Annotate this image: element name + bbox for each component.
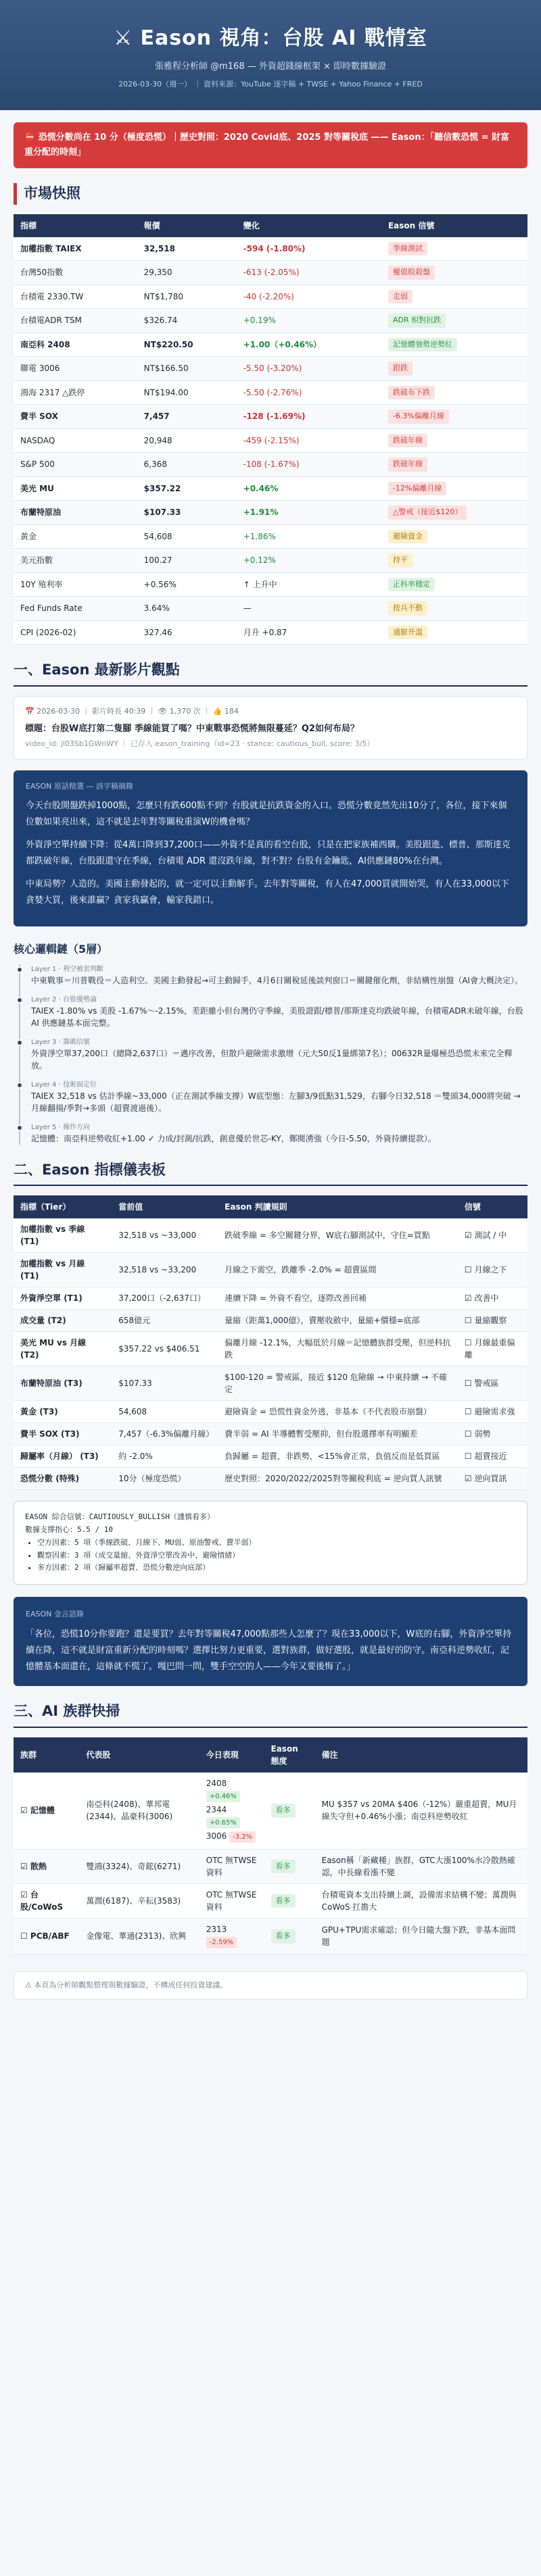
group-note: 台積電資本支出持續上調，設備需求結構不變；萬潤與CoWoS 扛擔大 — [315, 1883, 527, 1918]
market-signal-cell — [381, 284, 527, 309]
eason-quote-box — [14, 770, 527, 926]
signal-badge: 持平 — [388, 553, 413, 568]
market-row[interactable] — [14, 309, 527, 333]
indicator-signal: ☑ 測試 / 中 — [458, 1218, 527, 1253]
indicator-section — [14, 1160, 527, 1686]
indicator-tier: (T1) — [20, 1271, 39, 1281]
indicator-rule: $100-120 = 警戒區，接近 $120 危險線 → 中東持續 → 不確定 — [218, 1366, 458, 1401]
indicator-row[interactable] — [14, 1332, 527, 1366]
indicator-rule: 費半弱 = AI 半導體暫受壓抑，但台股選擇率有明顯差 — [218, 1423, 458, 1445]
market-name: 布蘭特原油 — [14, 501, 137, 525]
market-row[interactable] — [14, 332, 527, 357]
market-name: Fed Funds Rate — [14, 597, 137, 621]
market-signal-cell — [381, 620, 527, 645]
indicator-value: 32,518 vs ~33,000 — [112, 1218, 218, 1253]
indicator-value: 32,518 vs ~33,200 — [112, 1253, 218, 1287]
market-change: — — [237, 597, 381, 621]
market-row[interactable] — [14, 620, 527, 645]
market-row[interactable] — [14, 597, 527, 621]
market-signal-cell — [381, 428, 527, 453]
indicator-header-3: 信號 — [458, 1195, 527, 1218]
market-header-1: 報價 — [137, 214, 237, 237]
market-price: 54,608 — [137, 524, 237, 549]
signal-factor: • 觀察因素：3 項（成交量縮、外資淨空單改善中、避險情緒） — [37, 1550, 516, 1562]
group-attitude-cell — [264, 1773, 315, 1850]
market-table — [14, 214, 527, 645]
group-performance — [199, 1773, 264, 1850]
indicator-row[interactable] — [14, 1468, 527, 1490]
market-signal-cell — [381, 572, 527, 597]
market-row[interactable] — [14, 572, 527, 597]
logic-layer-text: 外資淨空單37,200口（總降2,637口）＝邁序改善，但散戶避險需求激增（元大50反1量綁第7名）；00632R量爆極恐恐慌未來完全釋放。 — [31, 1048, 513, 1070]
timeline-dot — [16, 997, 23, 1004]
logic-layer — [31, 1037, 527, 1072]
indicator-name-text: 歸屬率（月線） — [20, 1452, 78, 1462]
market-row[interactable] — [14, 428, 527, 453]
indicator-name-text: 黃金 — [20, 1407, 37, 1417]
ai-group-table — [14, 1737, 527, 1955]
eason-golden-quote — [14, 1597, 527, 1686]
signal-badge: 季線測試 — [388, 242, 427, 256]
perf-ticker: 2313 — [206, 1924, 227, 1934]
indicator-rule: 避險資金 = 恐慌性資金外逃，非基本（不代表股市崩盤） — [218, 1401, 458, 1423]
signal-factor: • 多方因素：2 項（歸屬率超賣、恐慌分數逆向底部） — [37, 1562, 516, 1575]
market-change: ↑ 上升中 — [237, 572, 381, 597]
signal-badge: 跌破布下跌 — [388, 386, 435, 400]
indicator-value: 7,457（-6.3%偏離月線） — [112, 1423, 218, 1445]
market-change: +0.12% — [237, 549, 381, 573]
market-change: +0.19% — [237, 309, 381, 333]
perf-tag: -3.2% — [229, 1831, 256, 1843]
market-price: NT$194.00 — [137, 380, 237, 405]
indicator-signal: ☑ 逆向買訊 — [458, 1468, 527, 1490]
indicator-signal: ☐ 弱勢 — [458, 1423, 527, 1445]
logic-layer — [31, 1122, 527, 1145]
signal-badge: 跌破年線 — [388, 434, 427, 448]
market-row[interactable] — [14, 237, 527, 261]
timeline-dot — [16, 1082, 23, 1089]
market-price: 7,457 — [137, 405, 237, 429]
indicator-name — [14, 1445, 112, 1468]
perf-tag: +0.65% — [206, 1817, 240, 1829]
group-attitude-cell — [264, 1849, 315, 1883]
indicator-signal: ☐ 超賣接近 — [458, 1445, 527, 1468]
indicator-name-text: 加權指數 vs 季線 — [20, 1224, 85, 1235]
market-signal-cell — [381, 476, 527, 501]
indicator-value: $357.22 vs $406.51 — [112, 1332, 218, 1366]
logic-layer-label: Layer 1 · 利空被套判斷 — [31, 965, 103, 973]
market-change: -108 (-1.67%) — [237, 453, 381, 477]
market-name: 美光 MU — [14, 476, 137, 501]
market-change: +0.46% — [237, 476, 381, 501]
indicator-name — [14, 1253, 112, 1287]
market-header-3: Eason 信號 — [381, 214, 527, 237]
indicator-name-text: 布蘭特原油 — [20, 1379, 62, 1389]
market-change: -613 (-2.05%) — [237, 261, 381, 285]
market-signal-cell — [381, 453, 527, 477]
perf-tag: -2.59% — [206, 1937, 237, 1948]
indicator-value: $107.33 — [112, 1366, 218, 1401]
group-performance — [199, 1918, 264, 1954]
page-meta: 2026-03-30（週一） ｜ 資料來源：YouTube 逐字稿 + TWSE + Yahoo Finance + FRED — [118, 79, 423, 89]
perf-line — [206, 1830, 258, 1844]
signal-badge: 通膨升溫 — [388, 626, 427, 640]
market-price: NT$220.50 — [137, 332, 237, 357]
indicator-value: 10分（極度恐慌） — [112, 1468, 218, 1490]
group-performance — [199, 1883, 264, 1918]
indicator-name — [14, 1310, 112, 1332]
indicator-rule: 跌破季線 = 多空關鍵分界，W底右腳測試中，守住=買點 — [218, 1218, 458, 1253]
market-signal-cell — [381, 309, 527, 333]
market-row[interactable] — [14, 501, 527, 525]
indicator-rule: 負歸屬 = 超賣，非跌勢，<15%會正常，負值反而是低買區 — [218, 1445, 458, 1468]
group-header-0: 族群 — [14, 1737, 79, 1773]
market-price: NT$166.50 — [137, 357, 237, 381]
perf-ticker: 2344 — [206, 1804, 227, 1814]
group-row[interactable] — [14, 1918, 527, 1954]
logic-layer — [31, 1080, 527, 1114]
perf-line — [206, 1854, 258, 1879]
perf-ticker: OTC 無TWSE資料 — [206, 1855, 257, 1877]
group-note: Eason稱「新藏種」族群，GTC大漲100%水冷散熱確認，中長線看漲不變 — [315, 1849, 527, 1883]
group-note: MU $357 vs 20MA $406（-12%）嚴重超賣，MU月線失守但+0.46%小漲；南亞科逆勢收紅 — [315, 1773, 527, 1850]
indicator-row[interactable] — [14, 1366, 527, 1401]
indicator-row[interactable] — [14, 1445, 527, 1468]
indicator-signal: ☐ 警戒區 — [458, 1366, 527, 1401]
logic-layer-text: TAIEX 32,518 vs 估計季線~33,000（正在測試季線支撐）W底型態：左腳3/9低點31,529，右腳今日32,518 ＝雙頭34,000將突破 → 月線翻揚/季對→多頭（超賣渡過後）。 — [31, 1091, 521, 1113]
group-stocks: 金像電、華通(2313)、欣興 — [79, 1918, 199, 1954]
market-price: $326.74 — [137, 309, 237, 333]
perf-line — [206, 1804, 258, 1830]
indicator-value: 約 -2.0% — [112, 1445, 218, 1468]
group-row[interactable] — [14, 1883, 527, 1918]
perf-line — [206, 1923, 258, 1950]
indicator-rule: 連續下降 = 外資不看空，逐際改善回補 — [218, 1287, 458, 1310]
market-signal-cell — [381, 332, 527, 357]
indicator-tier: (T3) — [37, 1407, 58, 1417]
group-attitude-badge: 看多 — [271, 1804, 296, 1818]
indicator-row[interactable] — [14, 1287, 527, 1310]
market-change: -40 (-2.20%) — [237, 284, 381, 309]
market-signal-cell — [381, 597, 527, 621]
video-id: video_id: jl03Sb1GWnWY ｜ 已存入 eason_training（id=23 · stance: cautious_bull, score: 3/5） — [25, 739, 375, 748]
indicator-header-0: 指標（Tier） — [14, 1195, 112, 1218]
indicator-rule: 量縮（距萬1,000億），賣壓收斂中，量縮+價穩=底部 — [218, 1310, 458, 1332]
market-name: CPI (2026-02) — [14, 620, 137, 645]
signal-factor: • 空方因素：5 項（季線跌破、月線下、MU弱、原油警戒、費半弱） — [37, 1537, 516, 1550]
logic-chain-title: 核心邏輯鏈（5層） — [14, 942, 108, 956]
video-section — [14, 660, 527, 1145]
signal-badge: 正科率穩定 — [388, 578, 435, 592]
market-change: -594 (-1.80%) — [237, 237, 381, 261]
group-header-3: Eason 態度 — [264, 1737, 315, 1773]
market-name: 鴻海 2317 △跌停 — [14, 380, 137, 405]
logic-layer-text: 記憶體：南亞科逆勢收紅+1.00 ✓ 力成/封測/抗跌，創意優於世芯-KY，鄭閱湧強（今日-5.50，外資持續提款）。 — [31, 1133, 436, 1143]
market-signal-cell — [381, 261, 527, 285]
market-row[interactable] — [14, 524, 527, 549]
indicator-name-text: 費半 SOX — [20, 1429, 58, 1439]
signal-badge: 走弱 — [388, 290, 413, 304]
indicator-value: 658億元 — [112, 1310, 218, 1332]
golden-quote-text: 「各位，恐慌10分你要跑？還是要買？去年對等關稅47,000點那些人怎麼了？現在33,000以下，W底的右腳，外資淨空單持續在降，這不就是財富重新分配的時刻嗎？選擇比努力更重要，選對族群，做好選股，就是最好的防守。南亞科逆勢收紅，記憶體基本面還在，這條就不慌了。嘎巴問一問，雙手空空的人——今年又要後悔了。」 — [26, 1629, 512, 1673]
market-signal-cell — [381, 237, 527, 261]
perf-ticker: 2408 — [206, 1778, 227, 1788]
signal-badge: 避險資金 — [388, 530, 427, 544]
signal-badge: 跟跌 — [388, 362, 413, 376]
indicator-rule: 歷史對照：2020/2022/2025對等關稅利底 = 逆向買人訊號 — [218, 1468, 458, 1490]
market-change: -5.50 (-2.76%) — [237, 380, 381, 405]
market-name: 費半 SOX — [14, 405, 137, 429]
group-header-4: 備注 — [315, 1737, 527, 1773]
market-price: 32,518 — [137, 237, 237, 261]
signal-badge: ADR 相對抗跌 — [388, 314, 446, 328]
indicator-row[interactable] — [14, 1218, 527, 1253]
market-signal-cell — [381, 405, 527, 429]
indicator-row[interactable] — [14, 1423, 527, 1445]
video-section-title: 一、Eason 最新影片觀點 — [14, 660, 527, 687]
market-change: 月升 +0.87 — [237, 620, 381, 645]
market-header-2: 變化 — [237, 214, 381, 237]
indicator-header-2: Eason 判讀規則 — [218, 1195, 458, 1218]
timeline-dot — [16, 1039, 23, 1046]
indicator-tier: (T3) — [57, 1429, 80, 1439]
market-price: 29,350 — [137, 261, 237, 285]
market-name: 10Y 殖利率 — [14, 572, 137, 597]
quote-paragraph-1: 今天台股開盤跌掉1000點，怎麼只有跌600點不到？台股就是抗跌資金的入口。恐慌分數竟然先出10分了，各位，接下來個位數如果亮出來，這不就是去年對等關稅重演W的機會嗎？ — [26, 800, 507, 827]
market-signal-cell — [381, 501, 527, 525]
group-attitude-badge: 看多 — [271, 1929, 296, 1943]
market-name: 台積電 2330.TW — [14, 284, 137, 309]
market-row[interactable] — [14, 357, 527, 381]
indicator-row[interactable] — [14, 1310, 527, 1332]
indicator-name-text: 恐慌分數 — [20, 1474, 53, 1484]
market-change: -459 (-2.15%) — [237, 428, 381, 453]
market-row[interactable] — [14, 549, 527, 573]
indicator-signal: ☐ 避險需求強 — [458, 1401, 527, 1423]
indicator-name — [14, 1401, 112, 1423]
market-change: +1.91% — [237, 501, 381, 525]
market-change: -5.50 (-3.20%) — [237, 357, 381, 381]
signal-line-2: 數據支撐指心：5.5 / 10 — [25, 1525, 113, 1535]
market-price: 327.46 — [137, 620, 237, 645]
video-meta: 📅 2026-03-30 ｜ 影片時長 40:39 ｜ 👁 1,370 次 ｜ 👍 184 — [25, 706, 239, 716]
indicator-signal: ☐ 月線之下 — [458, 1253, 527, 1287]
perf-ticker: OTC 無TWSE資料 — [206, 1889, 257, 1912]
market-signal-cell — [381, 549, 527, 573]
indicator-signal: ☐ 量縮觀察 — [458, 1310, 527, 1332]
indicator-table — [14, 1195, 527, 1490]
fear-alert-banner: ⛔ 恐慌分數尚在 10 分（極度恐慌）｜歷史對照：2020 Covid底、2025 對等關稅底 —— Eason：「聽信數恐慌 = 財富重分配的時刻」 — [14, 122, 527, 168]
market-row[interactable] — [14, 284, 527, 309]
indicator-value: 54,608 — [112, 1401, 218, 1423]
perf-ticker: 3006 — [206, 1831, 230, 1841]
quote-paragraph-2: 外資淨空單持續下降：從4萬口降到37,200口——外資不是真的看空台股，只是在把家族補西購。美股跟進、標普、那斯達克都跌破年線，台股跟還守在季線，台積電 ADR 還沒跌年線，對不對？台股有金鑰匙，AI供應鏈80%在台灣。 — [26, 839, 511, 866]
signal-badge: 跌破年線 — [388, 457, 427, 472]
logic-layer — [31, 995, 527, 1029]
signal-badge: -12%偏離月線 — [388, 482, 446, 496]
market-name: NASDAQ — [14, 428, 137, 453]
market-row[interactable] — [14, 476, 527, 501]
indicator-rule: 月線之下需空，跌離季 -2.0% = 超賣區間 — [218, 1253, 458, 1287]
indicator-name-text: 外資淨空單 — [20, 1293, 62, 1304]
market-header-0: 指標 — [14, 214, 137, 237]
golden-quote-label: EASON 金言語錄 — [26, 1609, 84, 1618]
market-change: +1.86% — [237, 524, 381, 549]
logic-layer-label: Layer 5 · 操作方向 — [31, 1123, 90, 1131]
market-row[interactable] — [14, 405, 527, 429]
signal-badge: 按兵不動 — [388, 601, 427, 616]
signal-badge: 記憶體強勢逆勢紅 — [388, 338, 457, 352]
group-attitude-cell — [264, 1883, 315, 1918]
group-attitude-badge: 看多 — [271, 1860, 296, 1874]
perf-line — [206, 1777, 258, 1804]
group-row[interactable] — [14, 1849, 527, 1883]
market-change: +1.00（+0.46%） — [237, 332, 381, 357]
group-row[interactable] — [14, 1773, 527, 1850]
market-snapshot-section — [14, 183, 527, 645]
page-title: ⚔ Eason 視角：台股 AI 戰情室 — [114, 26, 427, 50]
signal-badge: △警戒（接近$120） — [388, 505, 467, 520]
market-row[interactable] — [14, 261, 527, 285]
group-attitude-badge: 看多 — [271, 1894, 296, 1908]
ai-group-section-title: 三、AI 族群快掃 — [14, 1701, 527, 1728]
market-signal-cell — [381, 380, 527, 405]
group-stocks: 南亞科(2408)、華邦電(2344)、晶豪科(3006) — [79, 1773, 199, 1850]
indicator-name — [14, 1366, 112, 1401]
perf-line — [206, 1889, 258, 1913]
market-price: 20,948 — [137, 428, 237, 453]
logic-layer — [31, 964, 527, 987]
group-header-2: 今日表現 — [199, 1737, 264, 1773]
market-price: $107.33 — [137, 501, 237, 525]
video-title[interactable]: 標題：台股W底打第二隻腳 季線能買了嗎？中東戰事恐慌將無限蔓延？Q2如何布局？ — [25, 724, 359, 735]
market-name: 聯電 3006 — [14, 357, 137, 381]
indicator-header-1: 當前值 — [112, 1195, 218, 1218]
indicator-name — [14, 1218, 112, 1253]
market-price: $357.22 — [137, 476, 237, 501]
perf-tag: +0.46% — [206, 1791, 240, 1802]
market-name: 台灣50指數 — [14, 261, 137, 285]
indicator-tier: (T3) — [61, 1379, 83, 1389]
video-card[interactable] — [14, 696, 527, 760]
market-snapshot-title: 市場快照 — [14, 183, 527, 205]
indicator-signal: ☑ 改善中 — [458, 1287, 527, 1310]
indicator-row[interactable] — [14, 1401, 527, 1423]
market-name: 美元指數 — [14, 549, 137, 573]
indicator-section-title: 二、Eason 指標儀表板 — [14, 1160, 527, 1187]
logic-layer-label: Layer 2 · 台股優勢論 — [31, 995, 97, 1004]
group-note: GPU+TPU需求確認；但今日隨大盤下跌，非基本面問題 — [315, 1918, 527, 1954]
group-performance — [199, 1849, 264, 1883]
logic-timeline — [19, 964, 527, 1145]
group-header-1: 代表股 — [79, 1737, 199, 1773]
group-name: ☑ 散熱 — [14, 1849, 79, 1883]
market-signal-cell — [381, 524, 527, 549]
timeline-dot — [16, 1124, 23, 1131]
logic-layer-text: TAIEX -1.80% vs 美股 -1.67%～-2.15%，差距雖小但台灣仍守季線，美股證跟/標普/那斯達克均跌破年線，台積電ADR未破年線，台股 AI 供應鏈基本面完整。 — [31, 1006, 523, 1028]
market-name: 台積電ADR TSM — [14, 309, 137, 333]
group-name: ☐ PCB/ABF — [14, 1918, 79, 1954]
indicator-tier: (特殊) — [53, 1474, 80, 1484]
indicator-name-text: 美光 MU vs 月線 — [20, 1338, 87, 1348]
quote-paragraph-3: 中東局勢？人造的。美國主動發起的，就一定可以主動解手。去年對等關稅，有人在47,000買就開始哭，有人在33,000以下貪婪大買，後來誰贏？貪家我贏會，輸家我錯口。 — [26, 878, 509, 906]
signal-badge: -6.3%偏離月線 — [388, 410, 449, 424]
indicator-name-text: 成交量 — [20, 1316, 45, 1326]
indicator-name — [14, 1332, 112, 1366]
market-name: 黃金 — [14, 524, 137, 549]
market-name: 南亞科 2408 — [14, 332, 137, 357]
timeline-dot — [16, 966, 23, 973]
market-signal-cell — [381, 357, 527, 381]
group-stocks: 雙鴻(3324)、奇鋐(6271) — [79, 1849, 199, 1883]
indicator-rule: 偏離月線 -12.1%，大幅低於月線＝記憶體族群受壓，但逆科抗跌 — [218, 1332, 458, 1366]
logic-layer-label: Layer 3 · 籌碼信號 — [31, 1038, 90, 1046]
logic-layer-label: Layer 4 · 技術面定位 — [31, 1081, 97, 1089]
indicator-row[interactable] — [14, 1253, 527, 1287]
indicator-value: 37,200口（-2,637口） — [112, 1287, 218, 1310]
logic-layer-text: 中東戰事＝川普戰役＝人造利空。美國主動發起→可主動歸手，4月6日關稅延後談判窗口＝關鍵催化劑，非結構性崩盤（AI會大概決定）。 — [31, 975, 523, 985]
indicator-tier: (T2) — [45, 1316, 66, 1326]
composite-signal-box — [14, 1501, 527, 1584]
quote-label: EASON 原話精選 — 該字稿摘錄 — [26, 782, 133, 791]
market-price: NT$1,780 — [137, 284, 237, 309]
group-stocks: 萬潤(6187)、辛耘(3583) — [79, 1883, 199, 1918]
market-price: 100.27 — [137, 549, 237, 573]
signal-line-1: EASON 綜合信號：CAUTIOUSLY_BULLISH（謹慎看多） — [25, 1512, 214, 1522]
indicator-signal: ☐ 月線最重偏離 — [458, 1332, 527, 1366]
indicator-tier: (T1) — [61, 1293, 83, 1304]
disclaimer: ⚠ 本頁為分析師觀點整理與數據驗證，不構成任何投資建議。 — [14, 1971, 527, 2000]
group-attitude-cell — [264, 1918, 315, 1954]
page-header — [0, 0, 541, 110]
indicator-tier: (T2) — [20, 1350, 39, 1360]
market-row[interactable] — [14, 380, 527, 405]
indicator-tier: (T3) — [77, 1452, 99, 1462]
indicator-name — [14, 1423, 112, 1445]
market-price: 6,368 — [137, 453, 237, 477]
indicator-name — [14, 1468, 112, 1490]
market-price: 3.64% — [137, 597, 237, 621]
ai-group-section — [14, 1701, 527, 1955]
signal-badge: 權值股殺盤 — [388, 266, 435, 280]
market-change: -128 (-1.69%) — [237, 405, 381, 429]
group-name: ☑ 記憶體 — [14, 1773, 79, 1850]
group-name: ☑ 台股/CoWoS — [14, 1883, 79, 1918]
signal-factor-list — [25, 1537, 516, 1575]
market-price: +0.56% — [137, 572, 237, 597]
indicator-name — [14, 1287, 112, 1310]
market-name: S&P 500 — [14, 453, 137, 477]
page-subtitle: 張雅程分析師 @m168 — 外資超錢線框架 × 即時數據驗證 — [154, 61, 387, 72]
market-row[interactable] — [14, 453, 527, 477]
indicator-tier: (T1) — [20, 1237, 39, 1247]
market-name: 加權指數 TAIEX — [14, 237, 137, 261]
indicator-name-text: 加權指數 vs 月線 — [20, 1259, 85, 1269]
